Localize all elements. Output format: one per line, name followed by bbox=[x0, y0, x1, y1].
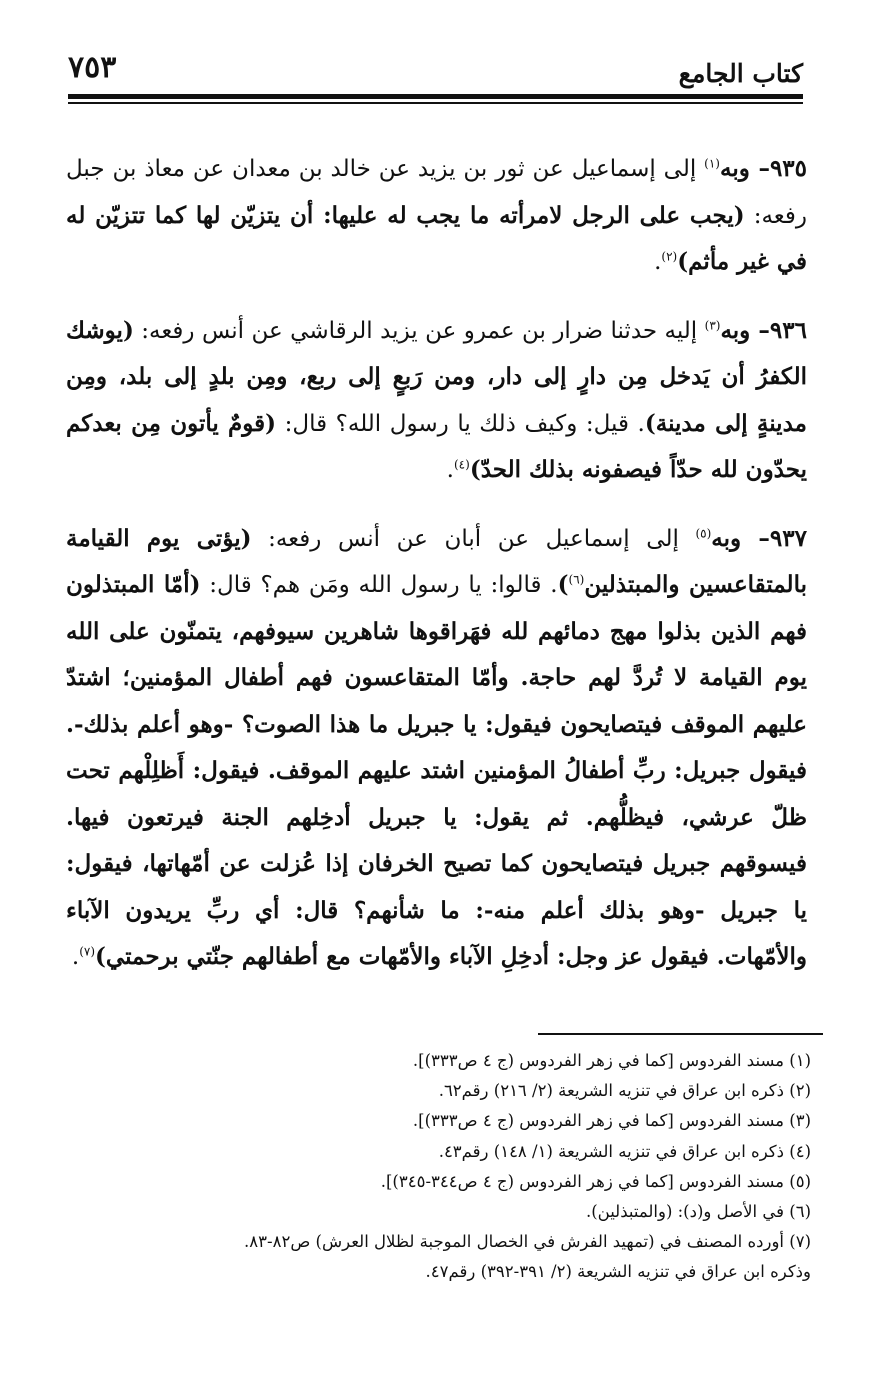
isnad-label: وبه bbox=[719, 155, 759, 182]
hadith-935 bbox=[66, 146, 807, 286]
hadith-936 bbox=[66, 308, 807, 494]
page-number: ٧٥٣ bbox=[68, 50, 117, 85]
running-head: كتاب الجامع bbox=[678, 59, 803, 88]
footnote-ref: (٧) bbox=[79, 944, 96, 959]
footnote-3: (٣) مسند الفردوس [كما في زهر الفردوس (ج ٤ ص٣٣٣)]. bbox=[412, 1111, 811, 1131]
hadith-end: . bbox=[71, 944, 80, 970]
hadith-chain: إلى إسماعيل عن ثور بن يزيد عن خالد بن معدان عن معاذ بن جبل رفعه: bbox=[66, 156, 808, 229]
hadith-end: . bbox=[654, 249, 662, 275]
isnad-label: وبه bbox=[720, 316, 759, 344]
hadith-matn-2: (قومٌ يأتون مِن بعدكم يحدّون لله حدّاً فيصفونه بذلك الحدّ) bbox=[66, 409, 807, 483]
hadith-matn: (يؤتى يوم القيامة بالمتقاعسين والمبتذلين bbox=[66, 524, 807, 598]
footnote-ref: (٦) bbox=[568, 572, 585, 587]
footnote-ref: (٤) bbox=[453, 457, 470, 472]
hadith-narration: . قيل: وكيف ذلك يا رسول الله؟ قال: bbox=[276, 410, 645, 437]
footnote-7: (٧) أورده المصنف في (تمهيد الفرش في الخصال الموجبة لظلال العرش) ص٨٢-٨٣. bbox=[244, 1232, 811, 1252]
header-rule-thin bbox=[68, 102, 803, 104]
main-text bbox=[66, 146, 807, 981]
footnote-ref: (٣) bbox=[704, 317, 721, 332]
hadith-chain: إليه حدثنا ضرار بن عمرو عن يزيد الرقاشي عن أنس رفعه: bbox=[133, 317, 705, 344]
page-header bbox=[68, 38, 803, 96]
footnotes bbox=[60, 1046, 811, 1288]
hadith-number: ٩٣٥– bbox=[758, 155, 807, 182]
hadith-number: ٩٣٧– bbox=[758, 524, 807, 552]
header-rule-thick bbox=[68, 94, 803, 99]
hadith-chain: إلى إسماعيل عن أبان عن أنس رفعه: bbox=[251, 525, 696, 552]
hadith-number: ٩٣٦– bbox=[758, 316, 807, 344]
hadith-matn-close: ) bbox=[557, 571, 569, 598]
hadith-matn-2: (أمّا المبتذلون فهم الذين بذلوا مهج دمائهم لله فهَراقوها شاهرين سيوفهم، يتمنّون على الله يوم القيامة لا تُردَّ لهم حاجة. وأمّا المتقاعسون فهم أطفال المؤمنين؛ اشتدّ عليهم الموقف فيتصايحون فيقول: يا جبريل ما هذا الصوت؟ -وهو أعلم بذلك-. فيقول جبريل: ربِّ أطفالُ المؤمنين اشتد عليهم الموقف. فيقول: أَظلِلْهم تحت ظلّ عرشي، فيظلُّهم. ثم يقول: يا جبريل أدخِلهم الجنة فيرتعون فيها. فيسوقهم جبريل فيتصايحون كما تصيح الخرفان إذا عُزلت عن أمّهاتها، فيقول: يا جبريل -وهو بذلك أعلم منه-: ما شأنهم؟ قال: أي ربِّ يريدون الآباء والأمّهات. فيقول عز وجل: أدخِلِ الآباء والأمّهات مع أطفالهم جنّتي برحمتي) bbox=[66, 571, 807, 970]
footnote-ref: (١) bbox=[704, 156, 720, 171]
footnote-5: (٥) مسند الفردوس [كما في زهر الفردوس (ج ٤ ص٣٤٤-٣٤٥)]. bbox=[380, 1171, 811, 1191]
hadith-937 bbox=[66, 516, 807, 981]
footnote-separator bbox=[538, 1033, 823, 1035]
footnote-6: (٦) في الأصل و(د): (والمتبذلين). bbox=[585, 1202, 811, 1222]
footnote-4: (٤) ذكره ابن عراق في تنزيه الشريعة (١/ ١٤٨) رقم٤٣. bbox=[438, 1141, 811, 1161]
footnote-ref: (٢) bbox=[661, 249, 678, 264]
footnote-ref: (٥) bbox=[695, 525, 712, 540]
footnote-7-continued: وذكره ابن عراق في تنزيه الشريعة (٢/ ٣٩١-٣٩٢) رقم٤٧. bbox=[425, 1262, 811, 1282]
footnote-1: (١) مسند الفردوس [كما في زهر الفردوس (ج ٤ ص٣٣٣)]. bbox=[412, 1051, 811, 1070]
hadith-matn: (يجب على الرجل لامرأته ما يجب له عليها: أن يتزيّن لها كما تتزيّن له في غير مأثم) bbox=[66, 201, 807, 275]
footnote-2: (٢) ذكره ابن عراق في تنزيه الشريعة (٢/ ٢١٦) رقم٦٢. bbox=[438, 1081, 811, 1101]
hadith-matn: (يوشك الكفرُ أن يَدخل مِن دارٍ إلى دار، ومن رَبعٍ إلى ربع، ومِن بلدٍ إلى بلد، ومِن مدينةٍ إلى مدينة) bbox=[66, 316, 807, 437]
hadith-end: . bbox=[446, 457, 454, 483]
isnad-label: وبه bbox=[711, 524, 759, 552]
hadith-narration: . قالوا: يا رسول الله ومَن هم؟ قال: bbox=[200, 572, 558, 598]
